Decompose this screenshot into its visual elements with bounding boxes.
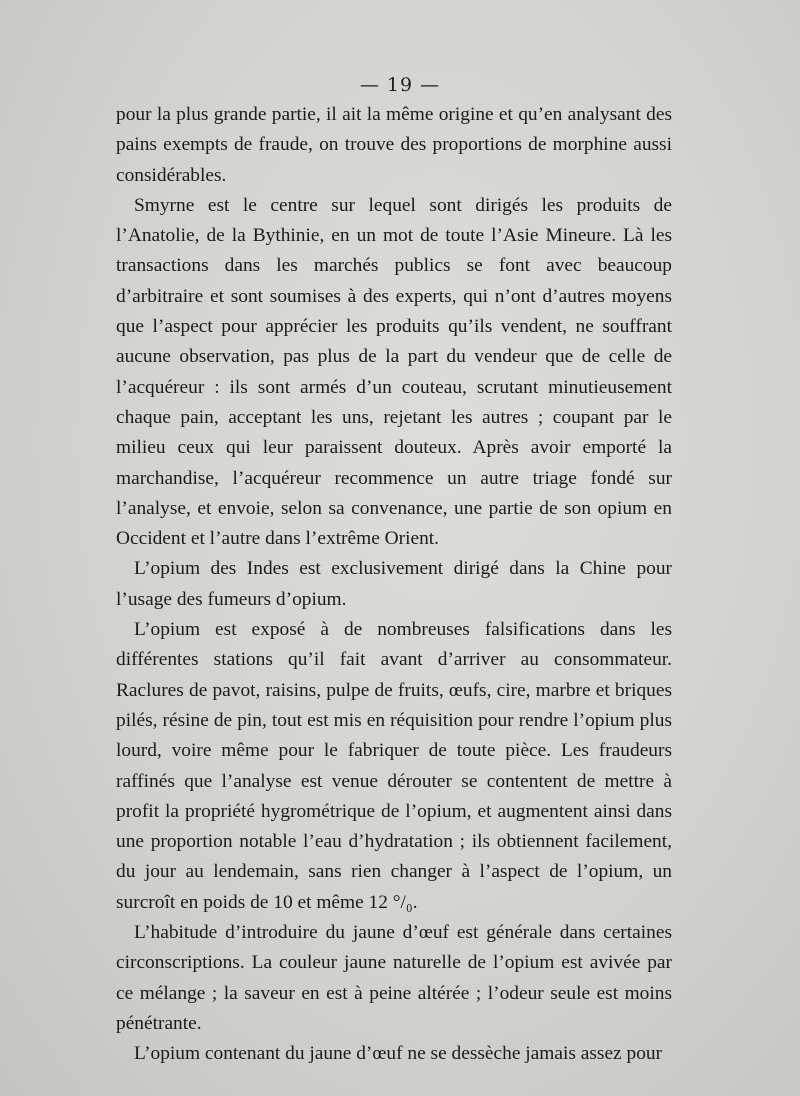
body-text <box>116 100 672 1070</box>
paragraph-opium-indes: L’opium des Indes est exclusivement dirigé dans la Chine pour l’usage des fumeurs d’opium. <box>116 558 672 610</box>
paragraph-dessechement: L’opium contenant du jaune d’œuf ne se dessèche jamais assez pour <box>134 1043 663 1065</box>
paragraph-continuation: pour la plus grande partie, il ait la même origine et qu’en analysant des pains exempts de fraude, on trouve des proportions de morphine aussi considérables. <box>116 104 672 186</box>
page-number: — 19 — <box>359 74 441 96</box>
paragraph-jaune-oeuf: L’habitude d’introduire du jaune d’œuf est générale dans certaines circonscriptions. La couleur jaune naturelle de l’opium est avivée par ce mélange ; la saveur en est à peine altérée ; l’odeur seule est moins pénétrante. <box>116 922 672 1034</box>
paragraph-smyrne: Smyrne est le centre sur lequel sont dirigés les produits de l’Anatolie, de la Bythinie, en un mot de toute l’Asie Mineure. Là les transactions dans les marchés publics se font avec beaucoup d’arbitraire et sont soumises à des experts, qui n’ont d’autres moyens que l’aspect pour apprécier les produits qu’ils vendent, ne souffrant aucune observation, pas plus de la part du vendeur que de celle de l’acquéreur : ils sont armés d’un couteau, scrutant minutieusement chaque pain, acceptant les uns, rejetant les autres ; coupant par le milieu ceux qui leur paraissent douteux. Après avoir emporté la marchandise, l’acquéreur recommence un autre triage fondé sur l’analyse, et envoie, selon sa convenance, une partie de son opium en Occident et l’autre dans l’extrême Orient. <box>116 194 672 550</box>
paragraph-falsifications: L’opium est exposé à de nombreuses falsifications dans les différentes stations qu’il fait avant d’arriver au consommateur. Raclures de pavot, raisins, pulpe de fruits, œufs, cire, marbre et briques pilés, résine de pin, tout est mis en réquisition pour rendre l’opium plus lourd, voire même pour le fabriquer de toute pièce. Les fraudeurs raffinés que l’analyse est venue dérouter se contentent de mettre à profit la propriété hygrométrique de l’opium, et augmentent ainsi dans une proportion notable l’eau d’hydratation ; ils obtiennent facilement, du jour au lendemain, sans rien changer à l’aspect de l’opium, un surcroît en poids de 10 et même 12 °/₀. <box>116 619 672 913</box>
